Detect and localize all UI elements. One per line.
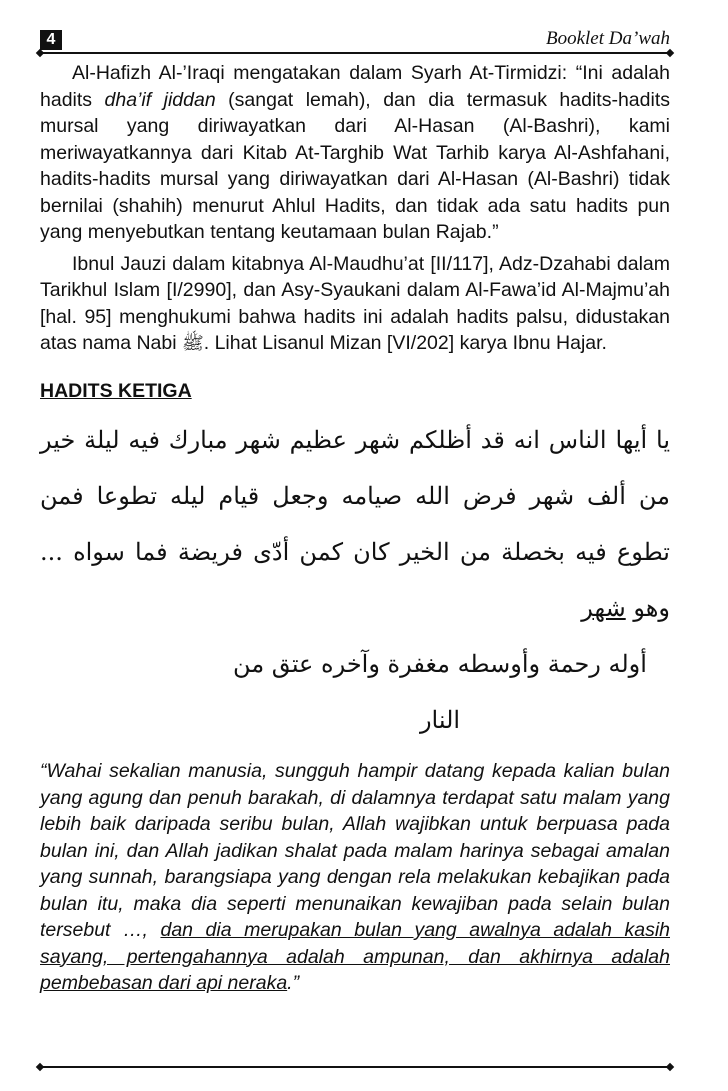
footer-rule-ornament-right <box>666 1063 674 1071</box>
paragraph-text: Ibnul Jauzi dalam kitabnya Al-Maudhu’at [II/117], Adz-Dzahabi dalam Tarikhul Islam [I/2990], dan Asy-Syaukani dalam Al-Fawa’id Al-Majmu’ah [hal. 95] menghukumi bahwa hadits ini adalah hadits palsu, didustakan atas nama Nabi <box>40 252 670 354</box>
header-rule-ornament-right <box>666 49 674 57</box>
footer-rule <box>40 1066 670 1068</box>
paragraph-italic-term: dha’if jiddan <box>104 88 216 111</box>
paragraph-text: Al-Hafizh Al-’Iraqi mengatakan dalam Syarh At-Tirmidzi: “Ini adalah hadits <box>40 62 670 111</box>
arabic-hadith-text <box>40 412 670 748</box>
translation-underlined-text: dan dia merupakan bulan yang awalnya adalah kasih sayang, pertengahannya adalah ampunan, dan akhirnya adalah pembebasan dari api neraka <box>40 919 670 994</box>
paragraph-ibnul-jauzi <box>40 251 670 358</box>
hadith-translation <box>40 758 670 997</box>
translation-text: “Wahai sekalian manusia, sungguh hampir datang kepada kalian bulan yang agung dan penuh barakah, di dalamnya terdapat satu malam yang lebih baik daripada seribu bulan, Allah wajibkan untuk berpuasa pada bulan ini, dan Allah jadikan shalat pada malam harinya sebagai amalan yang sunnah, barangsiapa yang dengan rela melakukan kebajikan pada bulan itu, maka dia seperti menunaikan kewajiban pada selain bulan tersebut …, <box>40 760 670 941</box>
paragraph-text: (sangat lemah), dan dia termasuk hadits-hadits mursal yang diriwayatkan dari Al-Hasan (Al-Bashri), kami meriwayatkannya dari Kitab At-Targhib Wat Tarhib karya Al-Ashfahani, hadits-hadits mursal yang diriwayatkan dari Al-Hasan (Al-Bashri) tidak bernilai (shahih) menurut Ahlul Hadits, dan tidak ada satu hadits pun yang menyebutkan tentang keutamaan bulan Rajab.” <box>40 88 670 243</box>
arabic-underlined-word: شهر <box>581 594 626 622</box>
salawat-glyph: ﷺ <box>182 333 204 354</box>
header-rule <box>40 52 670 54</box>
arabic-text: يا أيها الناس انه قد أظلكم شهر عظيم شهر مبارك فيه ليلة خير من ألف شهر فرض الله صيامه وجعل قيام ليله تطوعا فمن تطوع فيه بخصلة من الخير كان كمن أدّى فريضة فما سواه ... وهو <box>40 426 671 622</box>
page-content <box>40 60 670 1016</box>
arabic-last-line: أوله رحمة وأوسطه مغفرة وآخره عتق من النار <box>233 650 647 734</box>
booklet-title: Booklet Da’wah <box>545 28 670 49</box>
paragraph-al-iraqi <box>40 60 670 246</box>
page-number: 4 <box>40 30 62 50</box>
translation-closing-quote: .” <box>287 972 300 994</box>
section-heading: HADITS KETIGA <box>40 379 192 402</box>
paragraph-text: . Lihat Lisanul Mizan [VI/202] karya Ibnu Hajar. <box>203 332 607 354</box>
